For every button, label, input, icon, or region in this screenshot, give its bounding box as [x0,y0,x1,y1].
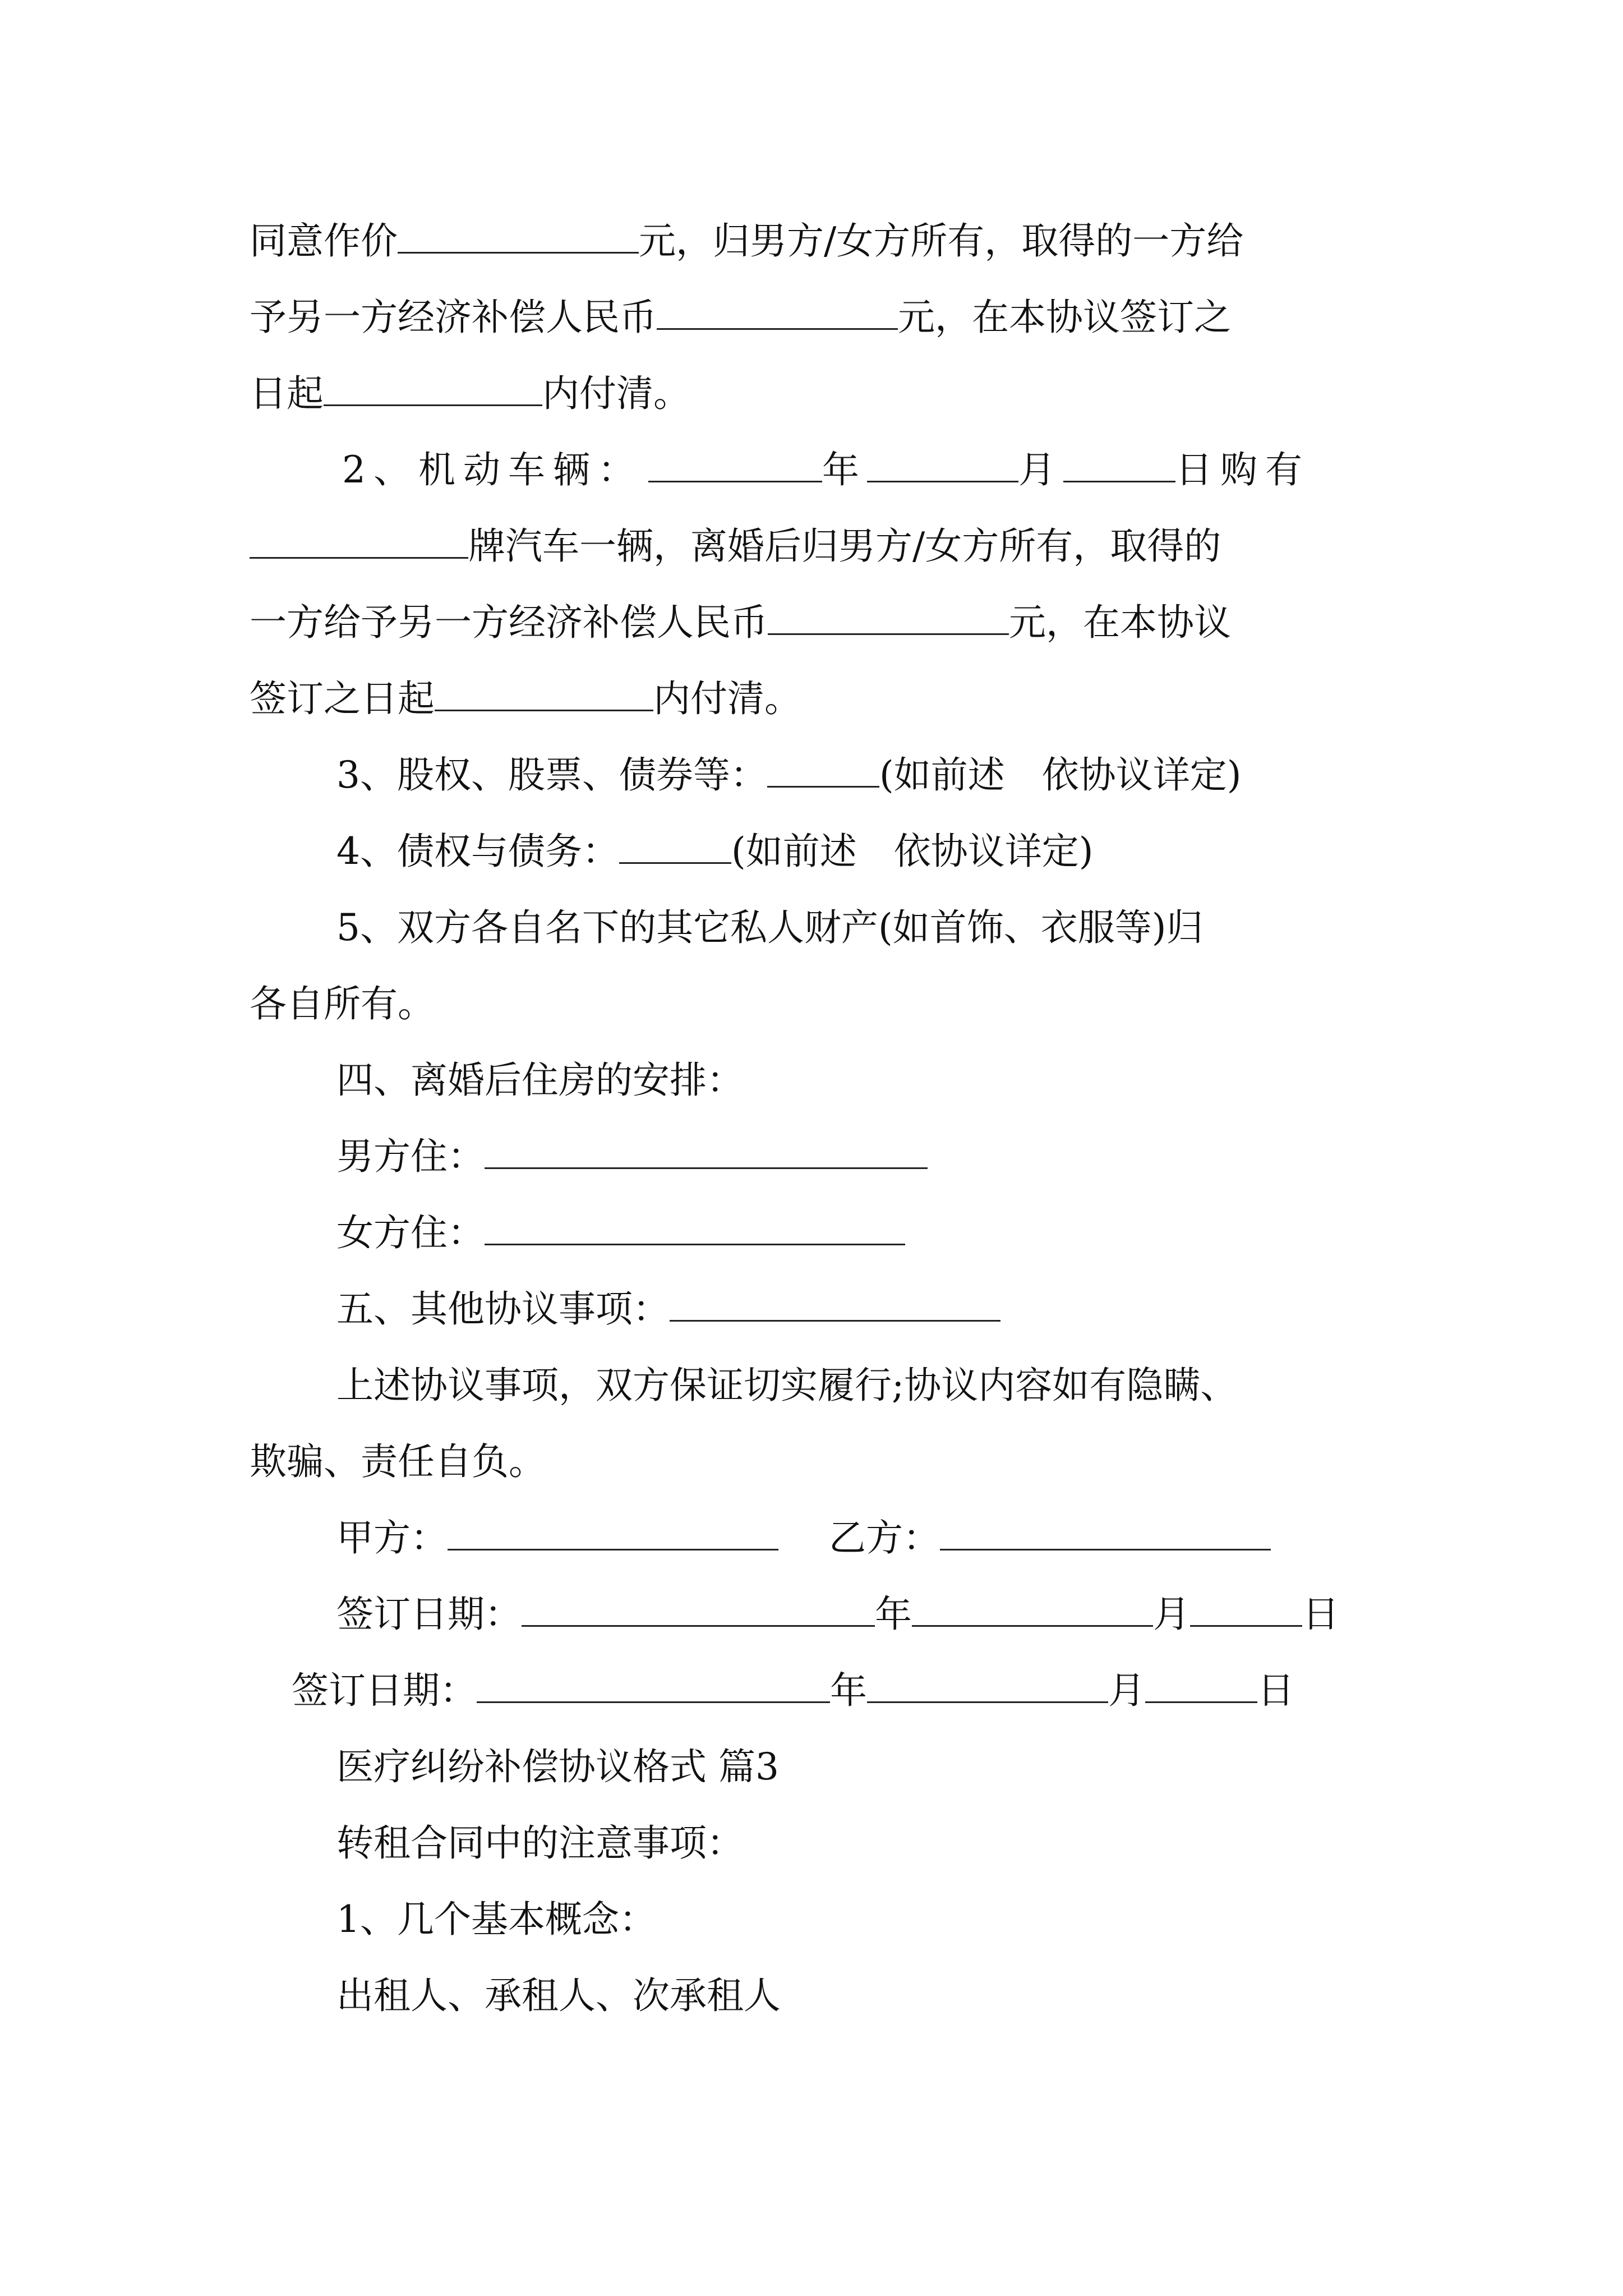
text: 签订日期： [292,1669,477,1712]
text: 上述协议事项，双方保证切实履行;协议内容如有隐瞒、 [336,1364,1238,1407]
blank-vehicle-month[interactable] [867,448,1018,482]
point1-heading [336,1897,656,1942]
text: 1、几个基本概念： [336,1898,656,1941]
blank-vehicle-year[interactable] [648,448,822,482]
closing-line1 [336,1363,1237,1408]
text: 年 [822,448,867,491]
section4-title [336,1058,744,1103]
blank-vehicle-compensation[interactable] [768,601,1009,635]
blank-compensation[interactable] [657,296,898,330]
text: 内付清。 [542,372,690,415]
blank-male-residence[interactable] [485,1135,928,1169]
text: 内付清。 [653,677,801,720]
text: 出租人、承租人、次承租人 [336,1974,781,2017]
item2-line1 [342,448,1310,493]
text: 牌汽车一辆，离婚后归男方/女方所有，取得的 [468,524,1221,568]
blank-car-brand[interactable] [250,524,468,559]
blank-date1-day[interactable] [1190,1593,1302,1627]
blank-date2-day[interactable] [1145,1669,1257,1703]
item4-line [336,829,1094,874]
next-section-title [336,1745,779,1789]
blank-date1-year[interactable] [522,1593,875,1627]
item3-line [336,753,1242,798]
closing-line2 [250,1439,546,1484]
section4-female [336,1211,905,1255]
blank-price[interactable] [398,219,639,254]
blank-equity[interactable] [767,753,879,788]
blank-date2-year[interactable] [477,1669,830,1703]
text: 5、双方各自名下的其它私人财产(如首饰、衣服等)归 [336,906,1204,949]
text: 予另一方经济补偿人民币 [250,296,657,339]
blank-party-b[interactable] [940,1516,1271,1550]
text: 欺骗、责任自负。 [250,1440,546,1483]
blank-party-a[interactable] [448,1516,778,1550]
text: 甲方： [336,1516,448,1559]
text: 4、债权与债务： [336,830,619,873]
text: 乙方： [829,1516,940,1559]
text: 元，归男方/女方所有，取得的一方给 [639,219,1244,263]
text: 年 [830,1669,867,1712]
date-line-1 [336,1592,1339,1637]
text: 2、机动车辆： [342,448,643,491]
text: 元，在本协议 [1009,601,1231,644]
blank-female-residence[interactable] [485,1211,905,1245]
text: 日 [1302,1593,1339,1636]
blank-vehicle-payment-period[interactable] [435,677,653,711]
section5-title [336,1287,1000,1332]
item2-line2 [250,524,1221,569]
text: 同意作价 [250,219,398,263]
signature-line [336,1516,1271,1561]
blank-debts[interactable] [619,830,731,864]
blank-date2-month[interactable] [867,1669,1108,1703]
item2-line4 [250,677,801,721]
blank-payment-period[interactable] [324,372,542,406]
section4-male [336,1134,928,1179]
point1-text [336,1973,781,2018]
text: 女方住： [336,1211,485,1254]
text: 月 [1108,1669,1145,1712]
blank-other-matters[interactable] [670,1287,1000,1322]
text: 一方给予另一方经济补偿人民币 [250,601,768,644]
item5-line2 [250,982,435,1027]
text: 各自所有。 [250,982,435,1025]
blank-date1-month[interactable] [912,1593,1153,1627]
text: (如前述 依协议详定) [879,753,1242,797]
text: 四、离婚后住房的安排： [336,1059,744,1102]
text: 元，在本协议签订之 [898,296,1231,339]
text: 五、其他协议事项： [336,1287,670,1331]
text: 男方住： [336,1135,485,1178]
text: 签订之日起 [250,677,435,720]
item1-line1 [250,219,1243,264]
text: 签订日期： [336,1593,522,1636]
text: 月 [1153,1593,1190,1636]
date-line-2 [292,1668,1294,1713]
text: 转租合同中的注意事项： [336,1821,744,1865]
text: 年 [875,1593,912,1636]
text: 日购有 [1175,448,1310,491]
item5-line1 [336,905,1204,950]
item1-line3 [250,371,690,416]
item2-line3 [250,600,1231,645]
text: 3、股权、股票、债券等： [336,753,767,797]
text: 月 [1018,448,1063,491]
text: 日 [1257,1669,1294,1712]
item1-line2 [250,295,1231,340]
next-section-subtitle [336,1821,744,1866]
text: (如前述 依协议详定) [731,830,1094,873]
blank-vehicle-day[interactable] [1063,448,1175,482]
text: 日起 [250,372,324,415]
text: 医疗纠纷补偿协议格式 篇3 [336,1745,779,1788]
